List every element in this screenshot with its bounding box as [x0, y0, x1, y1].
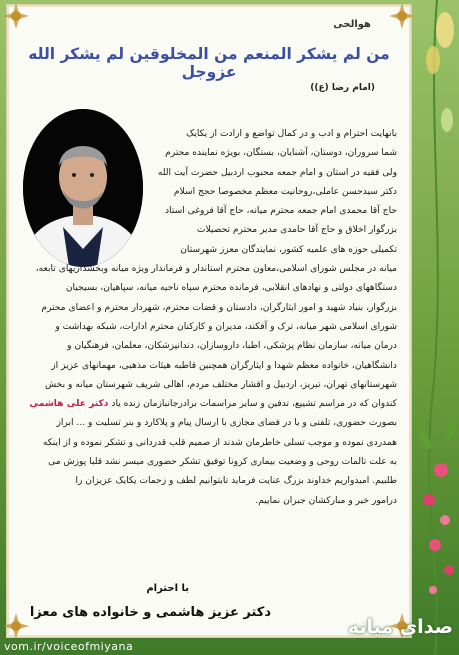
body-line: حاج آقا محمدی امام جمعه محترم میانه، حاج آقا فروغی استاد	[164, 206, 397, 217]
acknowledgement-text	[15, 125, 397, 511]
body-line: درمان میانه، سازمان نظام پزشکی، اطبا، داروسازان، دندانپزشکان، معلمان، فرهنگیان و	[67, 341, 397, 352]
body-line: دکتر سیدحسن عاملی،روحانیت معظم مخصوصا حجج اسلام	[173, 186, 397, 197]
body-line: طلبیم. امیدواریم خداوند بزرگ عنایت فرماید تابتوانیم لطف و زحمات یکایک عزیزان را	[75, 476, 397, 487]
corner-ornament-icon	[1, 1, 31, 31]
body-line: شورای اسلامی شهر میانه، ترک و آفکند، مدیران و کارکنان محترم ادارات، شبکه بهداشت و	[55, 321, 397, 332]
body-line: ولی فقیه در استان و امام جمعه محبوب اردبیل حضرت آیت الله	[157, 167, 397, 178]
body-line: بزرگوار، بنیاد شهید و امور ایثارگران، دادستان و قضات محترم، شهردار محترم و اعضای محترم	[41, 302, 397, 313]
body-line: دانشگاهیان، خانواده معظم شهدا و ایثارگران همچنین قاطبه هیئات مذهبی، مهمانهای عزیز از	[51, 360, 397, 371]
notice-card	[6, 4, 412, 638]
deceased-name: دکتر علی هاشمی	[29, 399, 109, 410]
body-line: شهرستانهای تهران، تبریز، اردبیل و اقشار مختلف مردم، اهالی شریف شهرستان میانه و بخش	[45, 379, 397, 390]
body-line: تکمیلی حوزه های علمیه کشور، نمایندگان معزز شهرستان	[180, 244, 397, 255]
headline-quote: من لم یشکر المنعم من المخلوقین لم یشکر الله عزوجل	[28, 45, 390, 81]
body-line-text: کندوان که در مراسم تشییع، تدفین و سایر مراسمات برادرجانبازمان زنده یاد	[108, 399, 397, 410]
body-line: شما سروران، دوستان، آشنایان، بستگان، بویژه نماینده محترم	[165, 148, 397, 159]
flower-decoration	[407, 0, 459, 655]
body-line: بصورت حضوری، تلفنی و یا در فضای مجازی با ارسال پیام و پلاکارد و بنر تسلیت و ... ابراز	[56, 418, 397, 429]
footer-url: vom.ir/voiceofmiyana	[4, 640, 134, 653]
signature-name: دکتر عزیز هاشمی و خانواده های معزا	[29, 605, 271, 620]
quote-attribution: (امام رضا (ع))	[310, 83, 375, 93]
body-line-highlight	[15, 395, 397, 414]
body-line: بزرگوار اخلاق و حاج آقا حامدی مدیر محترم تحصیلات	[196, 225, 397, 236]
body-line: دستگاههای دولتی و نهادهای انقلابی، فرمانده محترم سپاه ناحیه میانه، سپاهیان، بسیجیان	[65, 283, 397, 294]
corner-ornament-icon	[1, 611, 31, 641]
invocation-text: هوالحی	[333, 19, 371, 30]
corner-ornament-icon	[387, 1, 417, 31]
closing-text: با احترام	[146, 583, 189, 594]
body-line: به علت تالمات روحی و وضعیت بیماری کرونا توفیق تشکر حضوری میسر نشد قلبا پوزش می	[48, 457, 397, 468]
body-line: بانهایت احترام و ادب و در کمال تواضع و ارادت از یکایک	[186, 129, 397, 139]
site-logo: صدای میانه	[347, 616, 453, 638]
body-line: همدردی نموده و موجب تسلی خاطرمان شدند از صمیم قلب قدردانی و تشکر نموده و از اینکه	[42, 437, 397, 448]
body-line: میانه در مجلس شورای اسلامی،معاون محترم استاندار و فرماندار ویژه میانه وبخشداریهای تابعه،	[35, 264, 397, 275]
body-line: درامور خیر و مبارکشان جبران نماییم.	[255, 495, 397, 506]
